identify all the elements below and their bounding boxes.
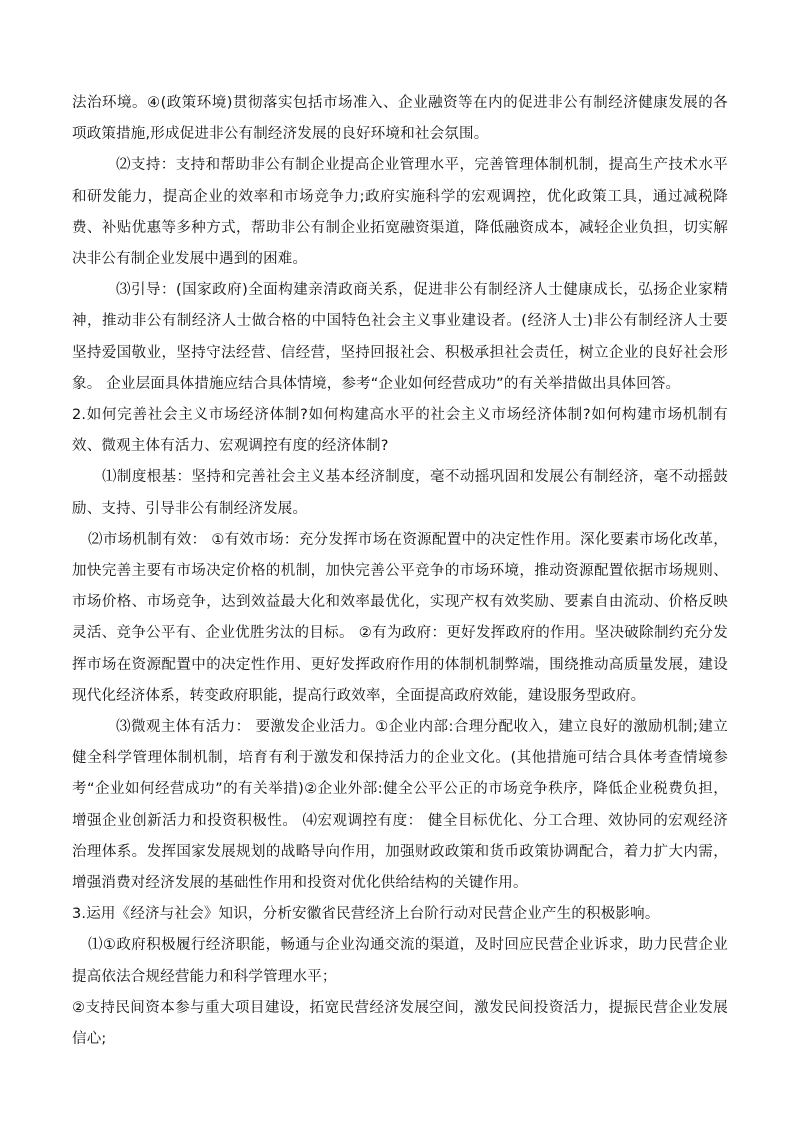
- paragraph-institutional-foundation: ⑴制度根基：坚持和完善社会主义基本经济制度，毫不动摇巩固和发展公有制经济，毫不动摇鼓励、支持、引导非公有制经济发展。: [72, 469, 728, 517]
- paragraph-policy-environment: 法治环境。④(政策环境)贯彻落实包括市场准入、企业融资等在内的促进非公有制经济健康发展的各项政策措施,形成促进非公有制经济发展的良好环境和社会氛围。: [72, 95, 728, 143]
- question-3-heading: 3.运用《经济与社会》知识，分析安徽省民营经济上台阶行动对民营企业产生的积极影响。: [72, 906, 660, 923]
- question-2-heading: 2.如何完善社会主义市场经济体制?如何构建高水平的社会主义市场经济体制?如何构建市场机制有效、微观主体有活力、宏观调控有度的经济体制?: [72, 407, 728, 455]
- paragraph-private-capital: ②支持民间资本参与重大项目建设，拓宽民营经济发展空间，激发民间投资活力，提振民营企业发展信心;: [72, 999, 728, 1048]
- paragraph-support: ⑵支持：支持和帮助非公有制企业提高企业管理水平，完善管理体制机制，提高生产技术水平和研发能力，提高企业的效率和市场竞争力;政府实施科学的宏观调控，优化政策工具，通过减税降费、补贴优惠等多种方式，帮助非公有制企业拓宽融资渠道，降低融资成本，减轻企业负担，切实解决非公有制企业发展中遇到的困难。: [72, 157, 728, 268]
- paragraph-micro-entities: ⑶微观主体有活力： 要激发企业活力。①企业内部:合理分配收入，建立良好的激励机制;建立健全科学管理体制机制，培育有利于激发和保持活力的企业文化。(其他措施可结合具体考查情境参考“企业如何经营成功”的有关举措)②企业外部:健全公平公正的市场竞争秩序，降低企业税费负担，增强企业创新活力和投资积极性。 ⑷宏观调控有度： 健全目标优化、分工合理、效协同的宏观经济治理体系。发挥国家发展规划的战略导向作用，加强财政政策和货币政策协调配合，着力扩大内需，增强消费对经济发展的基础性作用和投资对优化供给结构的关键作用。: [72, 719, 728, 892]
- paragraph-government-functions: ⑴①政府积极履行经济职能，畅通与企业沟通交流的渠道，及时回应民营企业诉求，助力民营企业提高依法合规经营能力和科学管理水平；: [72, 937, 728, 985]
- document-body: [72, 88, 728, 1055]
- paragraph-market-mechanism: ⑵市场机制有效： ①有效市场：充分发挥市场在资源配置中的决定性作用。深化要素市场化改革，加快完善主要有市场决定价格的机制，加快完善公平竞争的市场环境，推动资源配置依据市场规则、市场价格、市场竞争，达到效益最大化和效率最优化，实现产权有效奖励、要素自由流动、价格反映灵活、竞争公平有、企业优胜劣汰的目标。 ②有为政府：更好发挥政府的作用。坚决破除制约充分发挥市场在资源配置中的决定性作用、更好发挥政府作用的体制机制弊端，围绕推动高质量发展，建设现代化经济体系，转变政府职能，提高行政效率，全面提高政府效能，建设服务型政府。: [72, 531, 728, 704]
- paragraph-guidance: ⑶引导：(国家政府)全面构建亲清政商关系，促进非公有制经济人士健康成长，弘扬企业家精神，推动非公有制经济人士做合格的中国特色社会主义事业建设者。(经济人士)非公有制经济人士要坚持爱国敬业，坚持守法经营、信经营，坚持回报社会、积极承担社会责任，树立企业的良好社会形象。 企业层面具体措施应结合具体情境，参考“企业如何经营成功”的有关举措做出具体回答。: [72, 282, 728, 392]
